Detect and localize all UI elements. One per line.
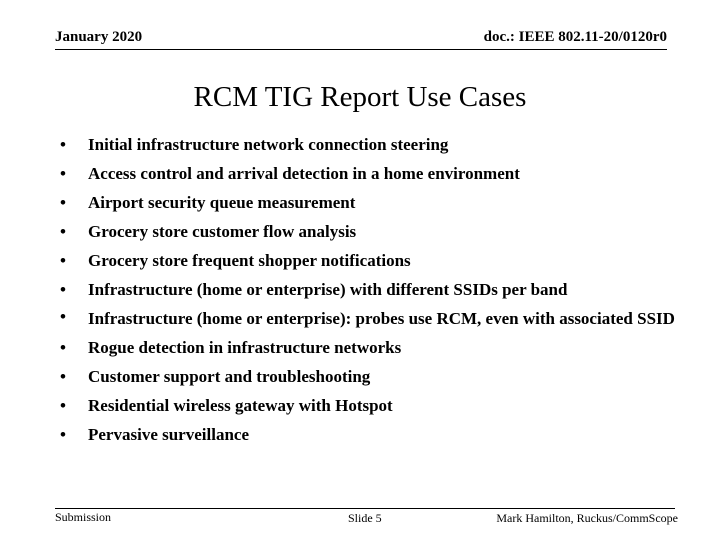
bullet-item bbox=[60, 362, 680, 391]
bullet-dot: • bbox=[60, 251, 66, 270]
bullet-text: Grocery store customer flow analysis bbox=[88, 222, 357, 241]
bullet-text: Initial infrastructure network connection steering bbox=[88, 135, 449, 154]
bullet-text: Pervasive surveillance bbox=[88, 425, 249, 444]
bullet-text: Residential wireless gateway with Hotspot bbox=[88, 396, 393, 415]
bullet-item bbox=[60, 217, 680, 246]
bullet-text: Rogue detection in infrastructure networks bbox=[88, 338, 402, 357]
bullet-text: Infrastructure (home or enterprise) with different SSIDs per band bbox=[88, 280, 568, 299]
bullet-item bbox=[60, 391, 680, 420]
bullet-dot: • bbox=[60, 425, 66, 444]
slide-title: RCM TIG Report Use Cases bbox=[193, 81, 527, 113]
bullet-dot: • bbox=[60, 280, 66, 299]
footer-submission: Submission bbox=[55, 510, 112, 524]
bullet-dot: • bbox=[60, 164, 66, 183]
bullet-item bbox=[60, 246, 680, 275]
bullet-dot: • bbox=[60, 193, 66, 212]
footer-slide-number: Slide 5 bbox=[348, 511, 382, 525]
header-rule bbox=[55, 49, 667, 50]
bullet-dot: • bbox=[60, 307, 66, 326]
footer-rule bbox=[55, 508, 675, 509]
bullet-item bbox=[60, 304, 680, 333]
bullet-dot: • bbox=[60, 222, 66, 241]
bullet-item bbox=[60, 333, 680, 362]
bullet-dot: • bbox=[60, 367, 66, 386]
bullet-dot: • bbox=[60, 338, 66, 357]
bullet-item bbox=[60, 130, 680, 159]
bullet-item bbox=[60, 275, 680, 304]
header-doc-id: doc.: IEEE 802.11-20/0120r0 bbox=[483, 29, 667, 45]
bullet-item bbox=[60, 188, 680, 217]
bullet-text: Airport security queue measurement bbox=[88, 193, 356, 212]
bullet-text: Grocery store frequent shopper notifications bbox=[88, 251, 411, 270]
bullet-text: Infrastructure (home or enterprise): probes use RCM, even with associated SSID bbox=[88, 309, 675, 328]
bullet-dot: • bbox=[60, 396, 66, 415]
footer-author: Mark Hamilton, Ruckus/CommScope bbox=[496, 511, 678, 525]
bullet-text: Access control and arrival detection in a home environment bbox=[88, 164, 520, 183]
bullet-dot: • bbox=[60, 135, 66, 154]
bullet-item bbox=[60, 159, 680, 188]
bullet-text: Customer support and troubleshooting bbox=[88, 367, 371, 386]
bullet-item bbox=[60, 420, 680, 449]
header-date: January 2020 bbox=[55, 29, 143, 45]
bullet-list bbox=[60, 130, 680, 449]
